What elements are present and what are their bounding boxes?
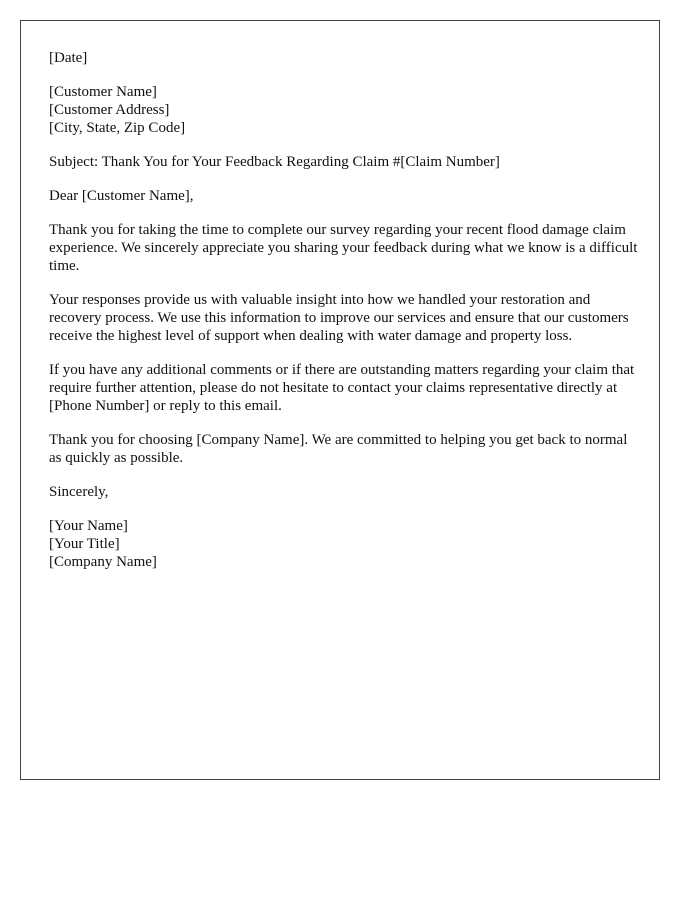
letter-body bbox=[49, 49, 639, 587]
letter-subject: Subject: Thank You for Your Feedback Regarding Claim #[Claim Number] bbox=[49, 154, 500, 170]
signature-company: [Company Name] bbox=[49, 554, 157, 570]
date-block bbox=[49, 49, 639, 67]
body-paragraph-4: Thank you for choosing [Company Name]. We are committed to helping you get back to normal as quickly as possible. bbox=[49, 432, 628, 466]
recipient-address-block bbox=[49, 83, 639, 137]
letter-date: [Date] bbox=[49, 50, 88, 66]
letter-page bbox=[20, 20, 660, 780]
signature-name: [Your Name] bbox=[49, 518, 128, 534]
recipient-city-state-zip: [City, State, Zip Code] bbox=[49, 120, 186, 136]
signature-block bbox=[49, 517, 639, 571]
signature-title: [Your Title] bbox=[49, 536, 120, 552]
letter-closing: Sincerely, bbox=[49, 484, 109, 500]
body-paragraph-1: Thank you for taking the time to complete our survey regarding your recent flood damage claim experience. We sincerely appreciate you sharing your feedback during what we know is a difficult time. bbox=[49, 222, 638, 274]
body-paragraph-3: If you have any additional comments or if there are outstanding matters regarding your claim that require further attention, please do not hesitate to contact your claims representative directly at [Phone Number] or reply to this email. bbox=[49, 362, 635, 414]
letter-salutation: Dear [Customer Name], bbox=[49, 188, 194, 204]
recipient-name: [Customer Name] bbox=[49, 84, 157, 100]
body-paragraph-2: Your responses provide us with valuable insight into how we handled your restoration and recovery process. We use this information to improve our services and ensure that our customers receive the highest level of support when dealing with water damage and property loss. bbox=[49, 292, 629, 344]
recipient-address: [Customer Address] bbox=[49, 102, 170, 118]
